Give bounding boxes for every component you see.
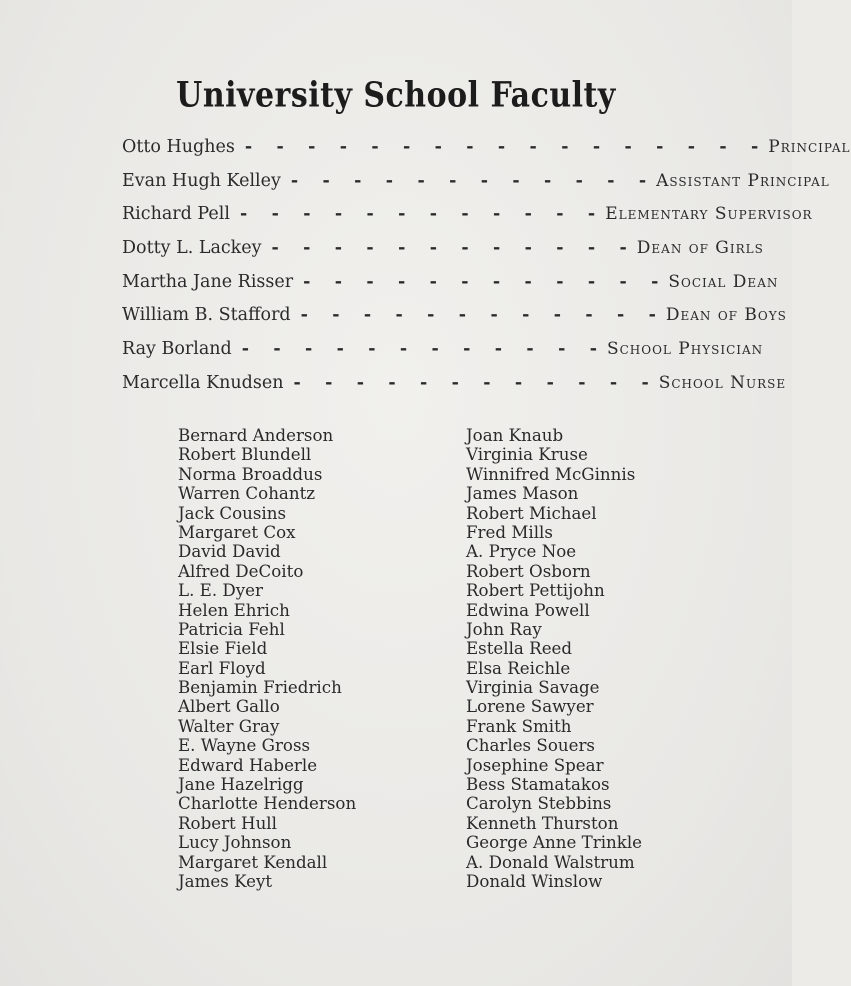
roster-name: Dotty L. Lackey: [122, 238, 262, 259]
roster-role: Social Dean: [668, 271, 779, 292]
roster-name: Otto Hughes: [122, 137, 235, 157]
faculty-name: Robert Blundell: [178, 445, 312, 466]
faculty-name: Virginia Kruse: [466, 445, 588, 466]
faculty-name: Kenneth Thurston: [466, 813, 619, 834]
faculty-name: John Ray: [466, 619, 542, 640]
faculty-list: [178, 427, 698, 892]
faculty-name: Lorene Sawyer: [466, 697, 594, 718]
leader-dots: - - - - - - - - - - - -: [300, 305, 656, 326]
roster-role: Assistant Principal: [656, 170, 830, 191]
faculty-name: Jack Cousins: [178, 503, 286, 524]
roster-row: [122, 339, 764, 373]
roster-role: Dean of Girls: [636, 238, 764, 259]
faculty-name: Robert Hull: [178, 813, 277, 834]
faculty-name: Robert Pettijohn: [466, 581, 605, 602]
faculty-name: Helen Ehrich: [178, 600, 290, 621]
faculty-name: Virginia Savage: [466, 678, 600, 699]
roster-row: [122, 170, 830, 205]
faculty-name: E. Wayne Gross: [178, 736, 311, 757]
faculty-name: Warren Cohantz: [178, 484, 316, 505]
leader-dots: - - - - - - - - - - - -: [293, 372, 649, 393]
faculty-name: Frank Smith: [466, 716, 572, 737]
faculty-name: Jane Hazelrigg: [178, 775, 304, 796]
faculty-name: Charles Souers: [466, 736, 595, 757]
leader-dots: - - - - - - - - - - - -: [241, 339, 597, 360]
faculty-name: Charlotte Henderson: [178, 794, 357, 815]
faculty-name: Margaret Kendall: [178, 852, 328, 873]
faculty-name: Lucy Johnson: [178, 833, 292, 854]
roster-role: Dean of Boys: [665, 305, 787, 326]
faculty-name: L. E. Dyer: [178, 581, 264, 602]
faculty-name: Edwina Powell: [466, 600, 590, 621]
administration-roster: [122, 137, 851, 407]
roster-role: School Physician: [606, 339, 764, 360]
faculty-column-left: [178, 427, 466, 892]
roster-role: Principal: [768, 137, 851, 157]
roster-row: [122, 137, 851, 171]
faculty-name: Walter Gray: [178, 716, 280, 737]
roster-name: William B. Stafford: [122, 305, 291, 326]
faculty-name: Robert Michael: [466, 503, 597, 524]
faculty-name: Margaret Cox: [178, 522, 296, 543]
faculty-name: David David: [178, 542, 281, 563]
roster-role: Elementary Supervisor: [605, 204, 813, 225]
faculty-name: George Anne Trinkle: [466, 833, 643, 854]
roster-row: [122, 204, 813, 238]
faculty-name: Josephine Spear: [466, 755, 604, 776]
roster-name: Ray Borland: [122, 339, 232, 360]
leader-dots: - - - - - - - - - - - -: [290, 170, 647, 191]
faculty-name: Alfred DeCoito: [178, 561, 304, 582]
roster-name: Marcella Knudsen: [122, 372, 284, 393]
page-title: University School Faculty: [176, 75, 616, 116]
faculty-name: Benjamin Friedrich: [178, 678, 342, 699]
faculty-name: A. Pryce Noe: [466, 542, 577, 563]
faculty-name: Donald Winslow: [466, 871, 603, 892]
roster-name: Evan Hugh Kelley: [122, 170, 281, 191]
faculty-name: Elsa Reichle: [466, 658, 571, 679]
faculty-name: Fred Mills: [466, 522, 553, 543]
faculty-name: James Keyt: [178, 871, 273, 892]
faculty-name: Norma Broaddus: [178, 464, 323, 485]
faculty-name: James Mason: [466, 484, 579, 505]
leader-dots: - - - - - - - - - - - -: [303, 271, 659, 292]
faculty-name: Robert Osborn: [466, 561, 591, 582]
roster-name: Richard Pell: [122, 204, 230, 225]
faculty-name: Estella Reed: [466, 639, 573, 660]
roster-name: Martha Jane Risser: [122, 271, 294, 292]
roster-row: [122, 238, 764, 272]
leader-dots: - - - - - - - - - - - - - - - - -: [244, 137, 759, 157]
faculty-name: Bernard Anderson: [178, 426, 334, 446]
faculty-name: Albert Gallo: [178, 697, 280, 718]
faculty-name: Edward Haberle: [178, 755, 318, 776]
faculty-name: Earl Floyd: [178, 658, 266, 679]
roster-row: [122, 372, 787, 407]
roster-row: [122, 271, 779, 306]
faculty-name: Elsie Field: [178, 639, 268, 660]
leader-dots: - - - - - - - - - - - -: [239, 204, 596, 225]
faculty-name: Joan Knaub: [466, 426, 564, 446]
roster-role: School Nurse: [658, 372, 787, 393]
faculty-name: A. Donald Walstrum: [466, 852, 635, 873]
faculty-name: Winnifred McGinnis: [466, 464, 636, 485]
faculty-column-right: [466, 427, 698, 892]
faculty-name: Patricia Fehl: [178, 619, 285, 640]
faculty-name: Bess Stamatakos: [466, 775, 610, 796]
faculty-name: Carolyn Stebbins: [466, 794, 612, 815]
roster-row: [122, 305, 787, 339]
leader-dots: - - - - - - - - - - - -: [271, 238, 627, 259]
